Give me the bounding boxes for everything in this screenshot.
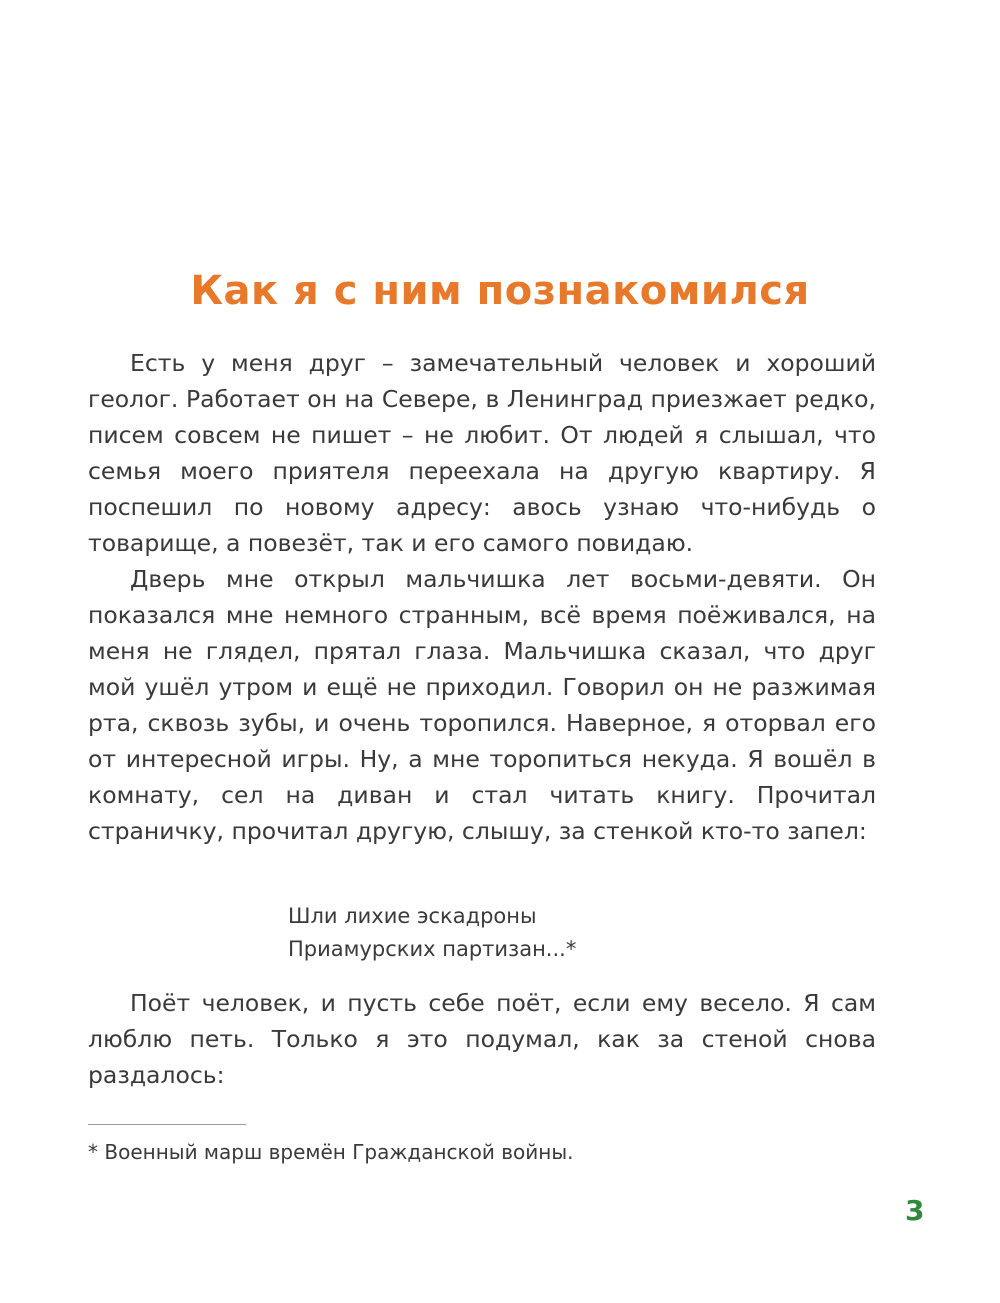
- chapter-title: Как я с ним познакомился: [190, 268, 810, 314]
- page-number: 3: [905, 1194, 925, 1227]
- main-text-continued: [88, 985, 876, 1093]
- main-text: [88, 345, 876, 849]
- paragraph: Есть у меня друг – замечательный человек и хороший геолог. Работает он на Севере, в Ленинград приезжает редко, писем совсем не пишет – не любит. От людей я слышал, что семья моего приятеля переехала на другую квартиру. Я поспешил по новому адресу: авось узнаю что-нибудь о товарище, а повезёт, так и его самого повидаю.: [88, 349, 876, 557]
- footnote-divider: [88, 1124, 246, 1125]
- verse-line: Приамурских партизан...*: [288, 937, 577, 961]
- verse-line: Шли лихие эскадроны: [288, 904, 537, 928]
- footnote: * Военный марш времён Гражданской войны.: [88, 1140, 574, 1164]
- paragraph: Поёт человек, и пусть себе поёт, если ему весело. Я сам люблю петь. Только я это подумал, как за стеной снова раздалось:: [88, 989, 876, 1089]
- paragraph: Дверь мне открыл мальчишка лет восьми-девяти. Он показался мне немного странным, всё время поёживался, на меня не глядел, прятал глаза. Мальчишка сказал, что друг мой ушёл утром и ещё не приходил. Говорил он не разжимая рта, сквозь зубы, и очень торопился. Наверное, я оторвал его от интересной игры. Ну, а мне торопиться некуда. Я вошёл в комнату, сел на диван и стал читать книгу. Прочитал страничку, прочитал другую, слышу, за стенкой кто-то запел:: [88, 565, 876, 845]
- verse-quote: [288, 900, 576, 966]
